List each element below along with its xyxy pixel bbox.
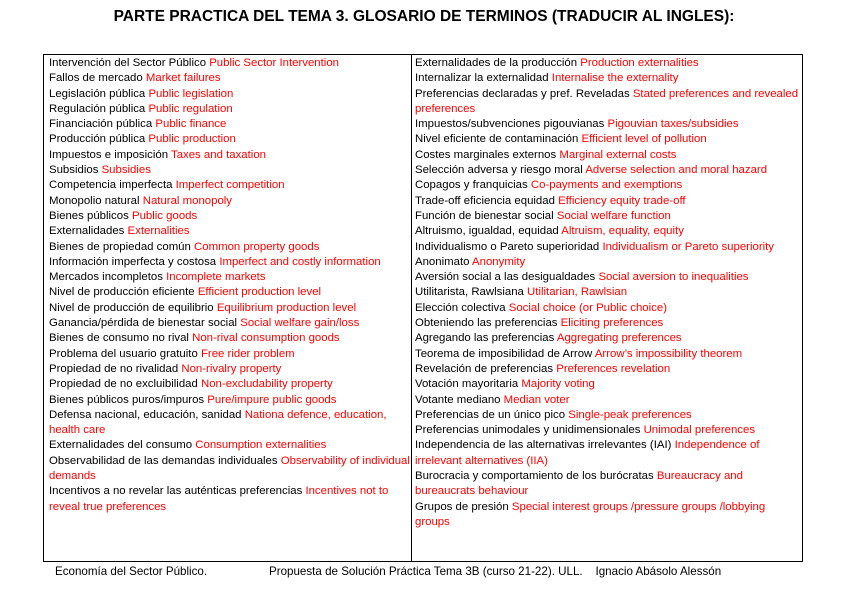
english-translation: Majority voting — [521, 378, 595, 391]
english-translation: Internalise the externality — [551, 72, 679, 85]
spanish-term: Fallos de mercado — [49, 72, 143, 85]
spanish-term: Propiedad de no rivalidad — [49, 362, 179, 375]
glossary-entry — [49, 347, 411, 362]
spanish-term: Aversión social a las desigualdades — [415, 271, 596, 284]
english-translation: Adverse selection and moral hazard — [585, 164, 768, 177]
glossary-entry — [415, 56, 802, 71]
glossary-entry — [49, 438, 411, 453]
spanish-term: Observabilidad de las demandas individuales — [49, 454, 278, 467]
glossary-entry — [49, 132, 411, 147]
glossary-entry — [415, 71, 802, 86]
spanish-term: Trade-off eficiencia equidad — [415, 194, 555, 207]
glossary-entry — [415, 148, 802, 163]
glossary-entry — [415, 469, 802, 500]
glossary-entry — [49, 102, 411, 117]
spanish-term: Elección colectiva — [415, 301, 506, 314]
english-translation: Median voter — [503, 393, 570, 406]
glossary-entry — [49, 56, 411, 71]
english-translation: Externalities — [127, 225, 190, 238]
english-translation: Imperfect competition — [175, 179, 285, 192]
spanish-term: Burocracia y comportamiento de los burócratas — [415, 470, 654, 483]
spanish-term: Competencia imperfecta — [49, 179, 173, 192]
glossary-entry — [49, 301, 411, 316]
spanish-term: Nivel eficiente de contaminación — [415, 133, 579, 146]
glossary-entry — [49, 408, 411, 439]
spanish-term: Problema del usuario gratuito — [49, 347, 198, 360]
glossary-entry — [49, 71, 411, 86]
english-translation: Independence of irrelevant alternatives (IIA) — [415, 439, 760, 467]
glossary-entry — [49, 148, 411, 163]
glossary-left-column — [44, 55, 412, 561]
glossary-entry — [49, 240, 411, 255]
english-translation: Arrow’s impossibility theorem — [594, 347, 743, 360]
spanish-term: Teorema de imposibilidad de Arrow — [415, 347, 593, 360]
spanish-term: Defensa nacional, educación, sanidad — [49, 408, 242, 421]
glossary-entry — [415, 255, 802, 270]
glossary-entry — [49, 194, 411, 209]
english-translation: Social welfare gain/loss — [240, 317, 360, 330]
english-translation: Taxes and taxation — [171, 148, 266, 161]
glossary-right-column — [412, 55, 802, 561]
english-translation: Individualism or Pareto superiority — [602, 240, 775, 253]
english-translation: Market failures — [145, 72, 221, 85]
english-translation: Public finance — [155, 118, 227, 131]
english-translation: Social welfare function — [556, 209, 671, 222]
glossary-entry — [49, 117, 411, 132]
spanish-term: Monopolio natural — [49, 194, 140, 207]
spanish-term: Impuestos/subvenciones pigouvianas — [415, 118, 605, 131]
english-translation: Common property goods — [194, 240, 320, 253]
glossary-entry — [415, 423, 802, 438]
glossary-entry — [415, 132, 802, 147]
english-translation: Imperfect and costly information — [219, 255, 381, 268]
glossary-entry — [49, 377, 411, 392]
glossary-entry — [415, 377, 802, 392]
english-translation: Bureaucracy and bureaucrats behaviour — [415, 470, 743, 498]
spanish-term: Independencia de las alternativas irrelevantes (IAI) — [415, 439, 672, 452]
english-translation: Incomplete markets — [166, 271, 266, 284]
glossary-entry — [49, 224, 411, 239]
english-translation: Consumption externalities — [195, 439, 327, 452]
glossary-entry — [415, 224, 802, 239]
glossary-entry — [415, 240, 802, 255]
english-translation: Unimodal preferences — [643, 424, 756, 437]
english-translation: Natural monopoly — [142, 194, 233, 207]
spanish-term: Costes marginales externos — [415, 148, 557, 161]
english-translation: Utilitarian, Rawlsian — [527, 286, 628, 299]
spanish-term: Votación mayoritaria — [415, 378, 519, 391]
spanish-term: Bienes públicos puros/impuros — [49, 393, 205, 406]
english-translation: Public legislation — [148, 87, 234, 100]
spanish-term: Revelación de preferencias — [415, 362, 554, 375]
english-translation: Observability of individual demands — [49, 454, 410, 483]
spanish-term: Individualismo o Pareto superioridad — [415, 240, 600, 253]
glossary-entry — [49, 178, 411, 193]
english-translation: Preferences revelation — [556, 362, 671, 375]
glossary-entry — [415, 163, 802, 178]
spanish-term: Mercados incompletos — [49, 271, 163, 284]
english-translation: Efficient production level — [197, 286, 322, 299]
spanish-term: Selección adversa y riesgo moral — [415, 164, 583, 177]
english-translation: Non-rivalry property — [181, 362, 282, 375]
english-translation: Single-peak preferences — [568, 408, 692, 421]
english-translation: Equilibrium production level — [216, 301, 357, 314]
english-translation: Efficient level of pollution — [581, 133, 707, 146]
glossary-entry — [415, 270, 802, 285]
english-translation: Stated preferences and revealed preferences — [415, 87, 799, 115]
glossary-entry — [49, 209, 411, 224]
glossary-entry — [49, 393, 411, 408]
glossary-entry — [49, 331, 411, 346]
spanish-term: Externalidades del consumo — [49, 439, 193, 452]
glossary-entry — [415, 301, 802, 316]
spanish-term: Preferencias declaradas y pref. Reveladas — [415, 87, 630, 100]
spanish-term: Nivel de producción eficiente — [49, 286, 195, 299]
spanish-term: Ganancia/pérdida de bienestar social — [49, 317, 238, 330]
spanish-term: Grupos de presión — [415, 500, 509, 513]
english-translation: Pure/impure public goods — [207, 393, 337, 406]
page-title: PARTE PRACTICA DEL TEMA 3. GLOSARIO DE TERMINOS (TRADUCIR AL INGLES): — [113, 8, 735, 25]
spanish-term: Información imperfecta y costosa — [49, 255, 217, 268]
spanish-term: Impuestos e imposición — [49, 148, 169, 161]
english-translation: Anonymity — [472, 255, 526, 268]
glossary-entry — [49, 87, 411, 102]
english-translation: Efficiency equity trade-off — [558, 194, 686, 207]
english-translation: Co-payments and exemptions — [530, 179, 683, 192]
spanish-term: Externalidades de la producción — [415, 57, 578, 69]
spanish-term: Externalidades — [49, 225, 125, 238]
glossary-entry — [49, 270, 411, 285]
spanish-term: Utilitarista, Rawlsiana — [415, 286, 528, 299]
glossary-entry — [415, 194, 802, 209]
english-translation: Incentives not to reveal true preferences — [49, 485, 389, 513]
spanish-term: Financiación pública — [49, 118, 153, 131]
spanish-term: Internalizar la externalidad — [415, 72, 549, 85]
english-translation: Subsidies — [101, 164, 151, 177]
english-translation: Social aversion to inequalities — [598, 271, 749, 284]
glossary-entry — [415, 393, 802, 408]
spanish-term: Función de bienestar social — [415, 209, 554, 222]
spanish-term: Propiedad de no excluibilidad — [49, 378, 198, 391]
english-translation: Altruism, equality, equity — [561, 225, 684, 238]
spanish-term: Bienes de propiedad común — [49, 240, 191, 253]
spanish-term: Bienes de consumo no rival — [49, 332, 189, 345]
english-translation: Pigouvian taxes/subsidies — [607, 118, 739, 131]
spanish-term: Legislación pública — [49, 87, 146, 100]
footer-credits: Propuesta de Solución Práctica Tema 3B (curso 21-22). ULL. Ignacio Abásolo Alessón — [269, 565, 722, 578]
spanish-term: Votante mediano — [415, 393, 501, 406]
english-translation: Social choice (or Public choice) — [508, 301, 667, 314]
footer-course: Economía del Sector Público. — [55, 565, 208, 578]
glossary-entry — [415, 500, 802, 531]
spanish-term: Nivel de producción de equilibrio — [49, 301, 214, 314]
english-translation: Public Sector Intervention — [209, 57, 339, 69]
spanish-term: Bienes públicos — [49, 209, 129, 222]
glossary-entry — [49, 484, 411, 515]
english-translation: Aggregating preferences — [556, 332, 682, 345]
spanish-term: Preferencias unimodales y unidimensionales — [415, 424, 641, 437]
glossary-entry — [49, 285, 411, 300]
glossary-entry — [49, 454, 411, 485]
spanish-term: Altruismo, igualdad, equidad — [415, 225, 559, 238]
spanish-term: Anonimato — [415, 255, 470, 268]
english-translation: Nationa defence, education, health care — [49, 408, 387, 437]
spanish-term: Copagos y franquicias — [415, 179, 528, 192]
glossary-entry — [415, 285, 802, 300]
glossary-entry — [49, 163, 411, 178]
glossary-entry — [415, 87, 802, 118]
glossary-entry — [415, 347, 802, 362]
spanish-term: Obteniendo las preferencias — [415, 317, 558, 330]
english-translation: Free rider problem — [200, 347, 295, 360]
glossary-entry — [415, 178, 802, 193]
glossary-table — [43, 54, 803, 562]
spanish-term: Subsidios — [49, 164, 99, 177]
english-translation: Non-rival consumption goods — [192, 332, 340, 345]
english-translation: Eliciting preferences — [560, 317, 664, 330]
english-translation: Special interest groups /pressure groups /lobbying groups — [415, 500, 766, 528]
spanish-term: Preferencias de un único pico — [415, 408, 566, 421]
english-translation: Public production — [148, 133, 236, 146]
glossary-entry — [49, 362, 411, 377]
glossary-entry — [415, 331, 802, 346]
english-translation: Non-excludability property — [201, 378, 333, 391]
glossary-entry — [49, 316, 411, 331]
glossary-entry — [415, 408, 802, 423]
english-translation: Public goods — [131, 209, 198, 222]
english-translation: Production externalities — [580, 57, 699, 69]
spanish-term: Producción pública — [49, 133, 146, 146]
glossary-entry — [415, 316, 802, 331]
spanish-term: Incentivos a no revelar las auténticas preferencias — [49, 485, 303, 498]
spanish-term: Agregando las preferencias — [415, 332, 555, 345]
glossary-entry — [415, 209, 802, 224]
glossary-entry — [49, 255, 411, 270]
glossary-entry — [415, 438, 802, 469]
spanish-term: Regulación pública — [49, 102, 146, 115]
spanish-term: Intervención del Sector Público — [49, 57, 207, 69]
glossary-entry — [415, 117, 802, 132]
english-translation: Public regulation — [148, 102, 233, 115]
glossary-entry — [415, 362, 802, 377]
english-translation: Marginal external costs — [559, 148, 677, 161]
